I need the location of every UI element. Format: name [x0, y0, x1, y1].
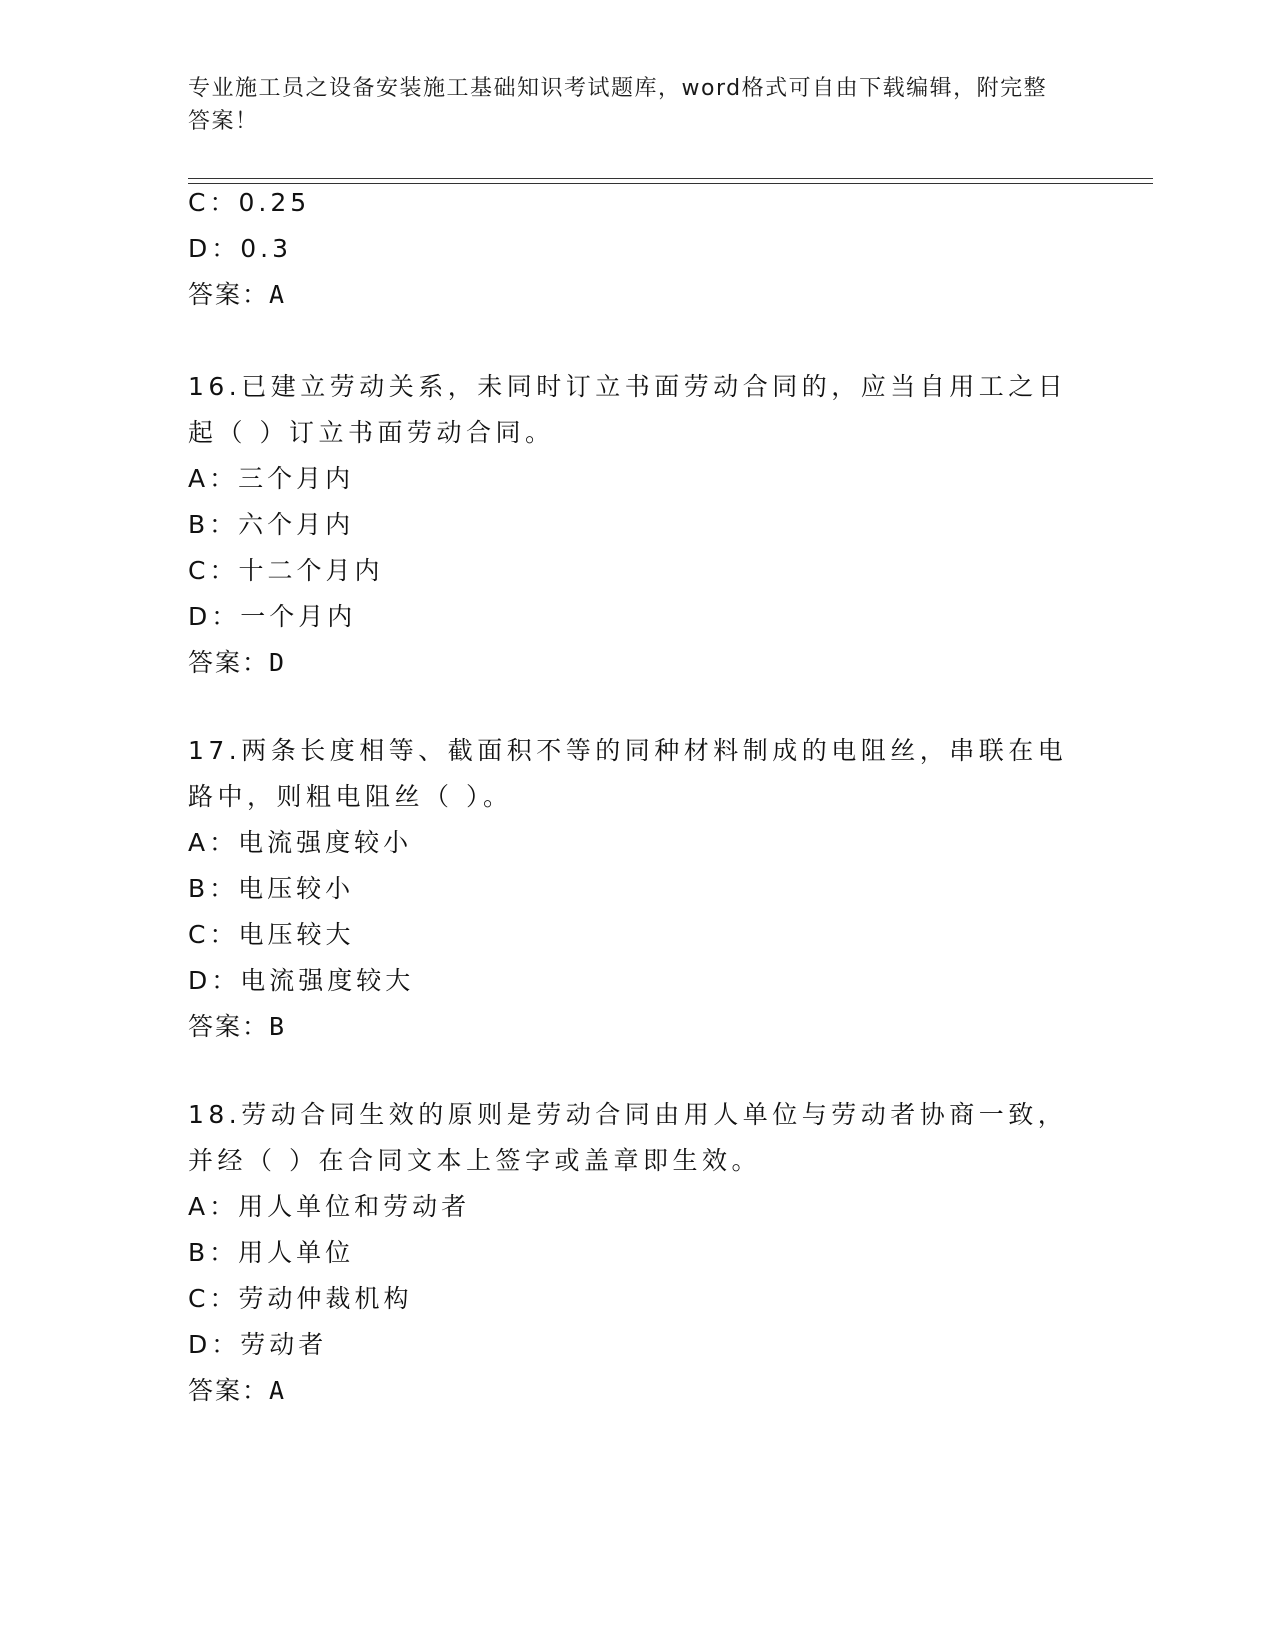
- option-letter: A：: [188, 464, 239, 493]
- option-letter: C：: [188, 1284, 239, 1313]
- option-text: 电压较大: [238, 920, 355, 949]
- question-18: [188, 1092, 1088, 1414]
- option-letter: B：: [188, 510, 239, 539]
- option-letter: C：: [188, 556, 239, 585]
- answer-label: 答案：: [188, 1376, 270, 1405]
- option-a: [188, 1184, 1088, 1230]
- answer-line: [188, 1004, 1088, 1050]
- option-letter: A：: [188, 828, 239, 857]
- answer-value: A: [269, 1376, 285, 1405]
- option-d: [188, 594, 1088, 640]
- option-c: [188, 180, 1088, 226]
- option-b: [188, 502, 1088, 548]
- option-letter: D：: [188, 602, 241, 631]
- option-letter: B：: [188, 874, 239, 903]
- option-d: [188, 226, 1088, 272]
- option-text: 劳动者: [240, 1330, 328, 1359]
- option-letter: D：: [188, 966, 241, 995]
- option-d: [188, 958, 1088, 1004]
- option-text: 电流强度较小: [238, 828, 413, 857]
- option-text: 用人单位: [238, 1238, 355, 1267]
- option-a: [188, 820, 1088, 866]
- answer-line: [188, 272, 1088, 318]
- question-17: [188, 728, 1088, 1050]
- answer-value: D: [269, 648, 285, 677]
- answer-line: [188, 640, 1088, 686]
- answer-value: B: [269, 1012, 285, 1041]
- option-text: 电压较小: [238, 874, 355, 903]
- option-letter: D：: [188, 1330, 241, 1359]
- answer-value: A: [269, 280, 285, 309]
- previous-question-tail: [188, 180, 1088, 318]
- question-stem: 18.劳动合同生效的原则是劳动合同由用人单位与劳动者协商一致，并经（ ）在合同文本上签字或盖章即生效。: [188, 1100, 1068, 1175]
- option-d: [188, 1322, 1088, 1368]
- answer-label: 答案：: [188, 1012, 270, 1041]
- option-c: [188, 912, 1088, 958]
- option-text: 三个月内: [238, 464, 355, 493]
- answer-label: 答案：: [188, 648, 270, 677]
- answer-line: [188, 1368, 1088, 1414]
- option-letter: C：: [188, 188, 239, 217]
- option-text: 0.25: [238, 188, 311, 217]
- answer-label: 答案：: [188, 280, 270, 309]
- question-stem: 17.两条长度相等、截面积不等的同种材料制成的电阻丝，串联在电路中，则粗电阻丝（ ）。: [188, 736, 1068, 811]
- option-text: 十二个月内: [238, 556, 384, 585]
- option-c: [188, 1276, 1088, 1322]
- question-stem: 16.已建立劳动关系，未同时订立书面劳动合同的，应当自用工之日起（ ）订立书面劳动合同。: [188, 372, 1068, 447]
- option-b: [188, 1230, 1088, 1276]
- option-letter: C：: [188, 920, 239, 949]
- page-header: 专业施工员之设备安装施工基础知识考试题库，word格式可自由下载编辑，附完整答案！: [188, 76, 1048, 134]
- option-text: 一个月内: [240, 602, 357, 631]
- option-letter: B：: [188, 1238, 239, 1267]
- option-c: [188, 548, 1088, 594]
- option-text: 电流强度较大: [240, 966, 415, 995]
- option-letter: D：: [188, 234, 241, 263]
- option-text: 0.3: [240, 234, 293, 263]
- option-text: 劳动仲裁机构: [238, 1284, 413, 1313]
- option-a: [188, 456, 1088, 502]
- option-letter: A：: [188, 1192, 239, 1221]
- option-text: 六个月内: [238, 510, 355, 539]
- question-16: [188, 364, 1088, 686]
- option-b: [188, 866, 1088, 912]
- option-text: 用人单位和劳动者: [238, 1192, 471, 1221]
